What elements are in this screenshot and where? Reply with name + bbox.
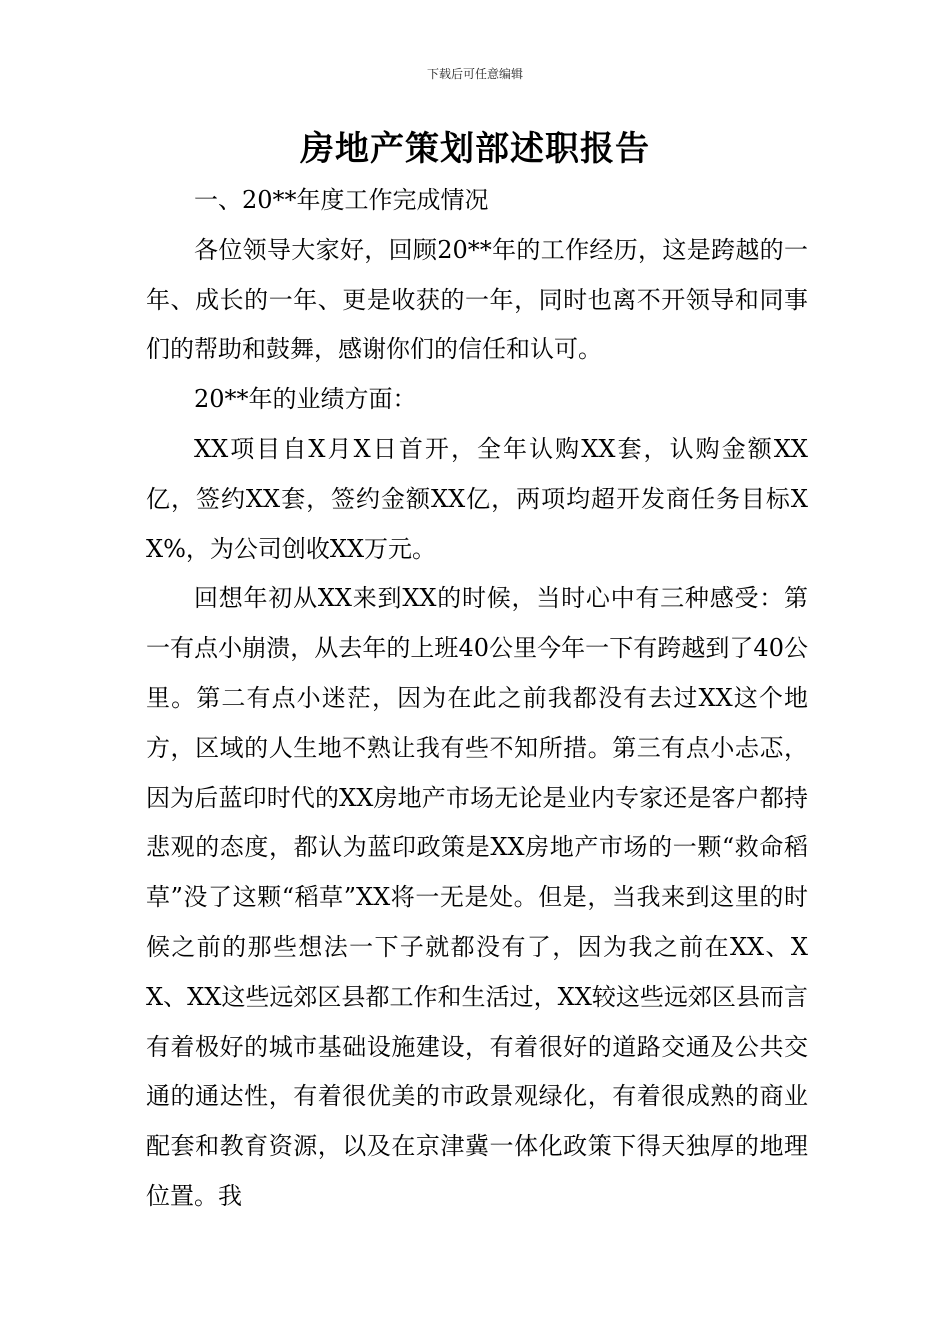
paragraph-reflection: 回想年初从XX来到XX的时候，当时心中有三种感受：第一有点小崩溃，从去年的上班40公里今年一下有跨越到了40公里。第二有点小迷茫，因为在此之前我都没有去过XX这个地方，区域的人生地不熟让我有些不知所措。第三有点小忐忑，因为后蓝印时代的XX房地产市场无论是业内专家还是客户都持悲观的态度，都认为蓝印政策是XX房地产市场的一颗“救命稻草”没了这颗“稻草”XX将一无是处。但是，当我来到这里的时候之前的那些想法一下子就都没有了，因为我之前在XX、XX、XX这些远郊区县都工作和生活过，XX较这些远郊区县而言有着极好的城市基础设施建设，有着很好的道路交通及公共交通的通达性，有着很优美的市政景观绿化，有着很成熟的商业配套和教育资源，以及在京津冀一体化政策下得天独厚的地理位置。我 bbox=[146, 584, 808, 1210]
paragraph-performance-figures: XX项目自X月X日首开，全年认购XX套，认购金额XX亿，签约XX套，签约金额XX亿，两项均超开发商任务目标XX%，为公司创收XX万元。 bbox=[146, 434, 808, 563]
document-title: 房地产策划部述职报告 bbox=[300, 129, 650, 169]
paragraph-performance-intro: 20**年的业绩方面： bbox=[194, 385, 417, 414]
document-body bbox=[146, 176, 808, 1222]
section-heading: 一、20**年度工作完成情况 bbox=[194, 186, 489, 214]
header-note: 下载后可任意编辑 bbox=[426, 67, 523, 81]
paragraph-greeting: 各位领导大家好，回顾20**年的工作经历，这是跨越的一年、成长的一年、更是收获的一年，同时也离不开领导和同事们的帮助和鼓舞，感谢你们的信任和认可。 bbox=[146, 235, 808, 364]
